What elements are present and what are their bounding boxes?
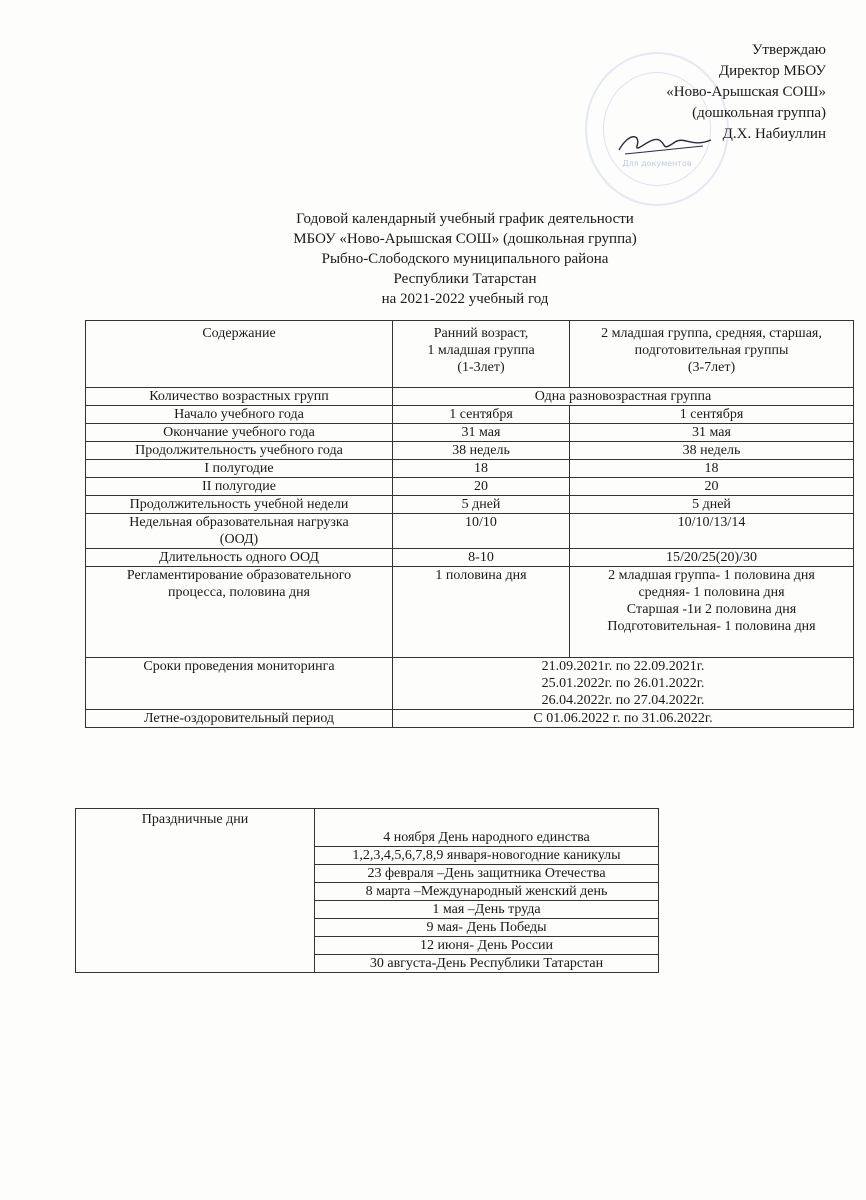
row-label: Летне-оздоровительный период [86,710,393,728]
value-text: Подготовительная- 1 половина дня [607,619,816,634]
holiday-item: 12 июня- День России [315,937,659,955]
header-text: подготовительная группы [634,343,789,358]
table-row [86,567,854,658]
value-text: 21.09.2021г. по 22.09.2021г. [541,659,705,674]
header-content: Содержание [86,321,393,388]
row-value: 20 [393,478,570,496]
value-text: 25.01.2022г. по 26.01.2022г. [541,676,705,691]
holiday-item: 30 августа-День Республики Татарстан [315,955,659,973]
row-label: Начало учебного года [86,406,393,424]
header-text: 1 младшая группа [427,343,535,358]
value-text: 26.04.2022г. по 27.04.2022г. [541,693,705,708]
label-text: Недельная образовательная нагрузка [129,515,349,530]
row-label: Количество возрастных групп [86,388,393,406]
row-label: Продолжительность учебного года [86,442,393,460]
row-value: 31 мая [393,424,570,442]
holiday-item: 1 мая –День труда [315,901,659,919]
row-label: Сроки проведения мониторинга [86,658,393,710]
approval-block [566,40,826,145]
row-value: 8-10 [393,549,570,567]
row-value [570,567,854,658]
row-value: 15/20/25(20)/30 [570,549,854,567]
row-label: Окончание учебного года [86,424,393,442]
row-value: 1 сентября [570,406,854,424]
table-row [86,388,854,406]
holiday-item: 1,2,3,4,5,6,7,8,9 января-новогодние каникулы [315,847,659,865]
approval-line: «Ново-Арышская СОШ» [666,84,826,100]
row-value: 1 сентября [393,406,570,424]
table-row [86,424,854,442]
holidays-table [75,808,659,973]
title-line: Республики Татарстан [393,271,537,287]
holiday-item: 8 марта –Международный женский день [315,883,659,901]
title-line: Рыбно-Слободского муниципального района [321,251,609,267]
row-value: 10/10/13/14 [570,514,854,549]
approval-line: Утверждаю [751,42,826,58]
approval-line: (дошкольная группа) [692,105,826,121]
label-text: процесса, половина дня [167,585,311,600]
document-title [0,209,866,309]
header-text: (3-7лет) [687,360,736,375]
row-label: I полугодие [86,460,393,478]
row-value: 20 [570,478,854,496]
table-row [86,478,854,496]
row-value: С 01.06.2022 г. по 31.06.2022г. [393,710,854,728]
header-text: Ранний возраст, [433,326,529,341]
label-text: (ООД) [219,532,259,547]
table-row [86,658,854,710]
row-value: 38 недель [393,442,570,460]
row-value: 5 дней [393,496,570,514]
table-row [86,514,854,549]
row-value: 18 [393,460,570,478]
table-row [86,710,854,728]
title-line: Годовой календарный учебный график деятельности [296,211,634,227]
approval-signatory: Д.Х. Набиуллин [722,126,826,142]
stamp-text: Для документов [622,159,692,168]
value-text: средняя- 1 половина дня [638,585,785,600]
table-row [76,809,659,847]
row-value: 31 мая [570,424,854,442]
label-text: Регламентирование образовательного [126,568,352,583]
header-text: (1-3лет) [457,360,505,375]
approval-line: Директор МБОУ [718,63,826,79]
title-line: на 2021-2022 учебный год [381,291,549,307]
table-row [86,549,854,567]
header-older-groups [570,321,854,388]
holidays-label: Праздничные дни [76,809,315,973]
row-value: 10/10 [393,514,570,549]
value-text: Старшая -1и 2 половина дня [626,602,797,617]
header-early-age [393,321,570,388]
table-row [86,442,854,460]
row-label [86,514,393,549]
holiday-item: 23 февраля –День защитника Отечества [315,865,659,883]
row-label [86,567,393,658]
header-text: 2 младшая группа, средняя, старшая, [601,326,822,341]
table-row [86,496,854,514]
row-label: Продолжительность учебной недели [86,496,393,514]
title-line: МБОУ «Ново-Арышская СОШ» (дошкольная группа) [293,231,637,247]
row-value: 5 дней [570,496,854,514]
row-value: 18 [570,460,854,478]
row-label: II полугодие [86,478,393,496]
schedule-table [85,320,854,728]
holiday-item: 9 мая- День Победы [315,919,659,937]
table-row [86,406,854,424]
row-label: Длительность одного ООД [86,549,393,567]
table-row [86,460,854,478]
row-value: 38 недель [570,442,854,460]
row-value: Одна разновозрастная группа [393,388,854,406]
holiday-item: 4 ноября День народного единства [315,809,659,847]
row-value: 1 половина дня [393,567,570,658]
table-header-row [86,321,854,388]
row-value [393,658,854,710]
value-text: 2 младшая группа- 1 половина дня [608,568,815,583]
